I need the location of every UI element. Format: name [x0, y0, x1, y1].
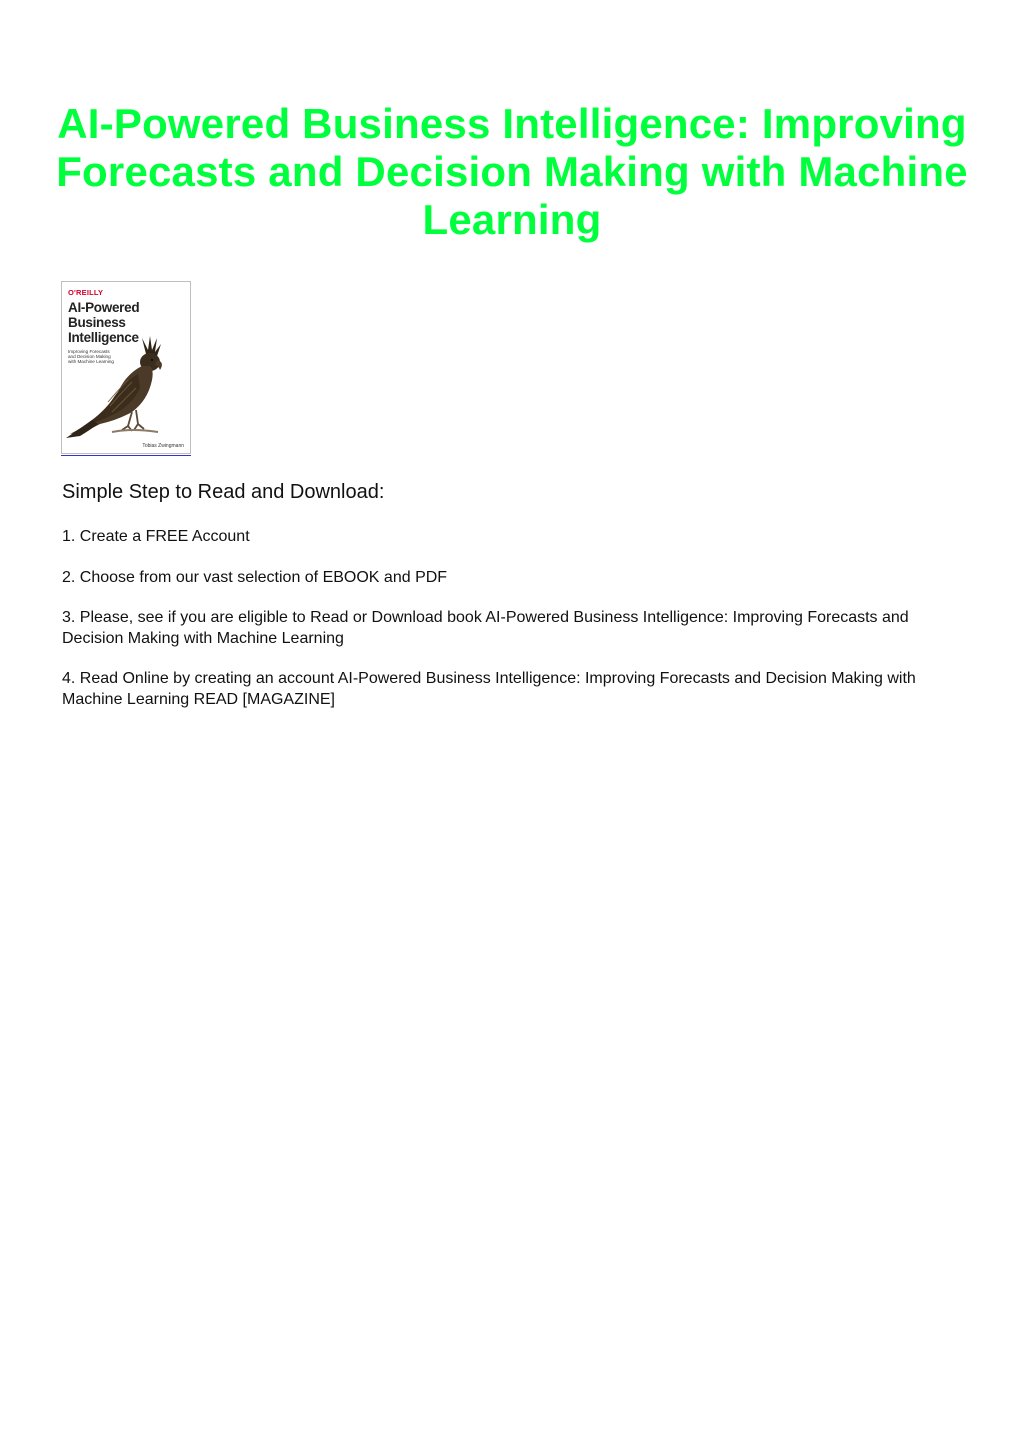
cover-subtitle-line: Improving Forecasts — [68, 349, 110, 354]
step-item: 1. Create a FREE Account — [62, 528, 250, 545]
cover-subtitle-line: with Machine Learning — [68, 359, 114, 365]
step-item: 4. Read Online by creating an account AI-Powered Business Intelligence: Improving Forecasts and Decision Making with Machine Learning READ [MAGAZINE] — [62, 670, 916, 708]
cover-author: Tobias Zwingmann — [142, 443, 184, 449]
cover-subtitle-line: and Decision Making — [68, 354, 111, 360]
cockatoo-illustration-icon — [62, 334, 190, 442]
page-title: AI-Powered Business Intelligence: Improving Forecasts and Decision Making with Machine Learning — [56, 100, 968, 243]
step-item: 3. Please, see if you are eligible to Read or Download book AI-Powered Business Intelligence: Improving Forecasts and Decision Making with Machine Learning — [62, 609, 909, 647]
cover-title-line: AI-Powered — [68, 300, 140, 315]
cover-title-line: Intelligence — [68, 330, 139, 345]
cover-title-line: Business — [68, 315, 126, 330]
book-cover-image — [61, 281, 191, 454]
book-cover-link[interactable] — [61, 281, 191, 456]
step-item: 2. Choose from our vast selection of EBOOK and PDF — [62, 568, 448, 586]
section-heading: Simple Step to Read and Download: — [62, 481, 385, 503]
cover-publisher-logo: O'REILLY — [68, 288, 104, 297]
steps-list — [62, 527, 972, 730]
